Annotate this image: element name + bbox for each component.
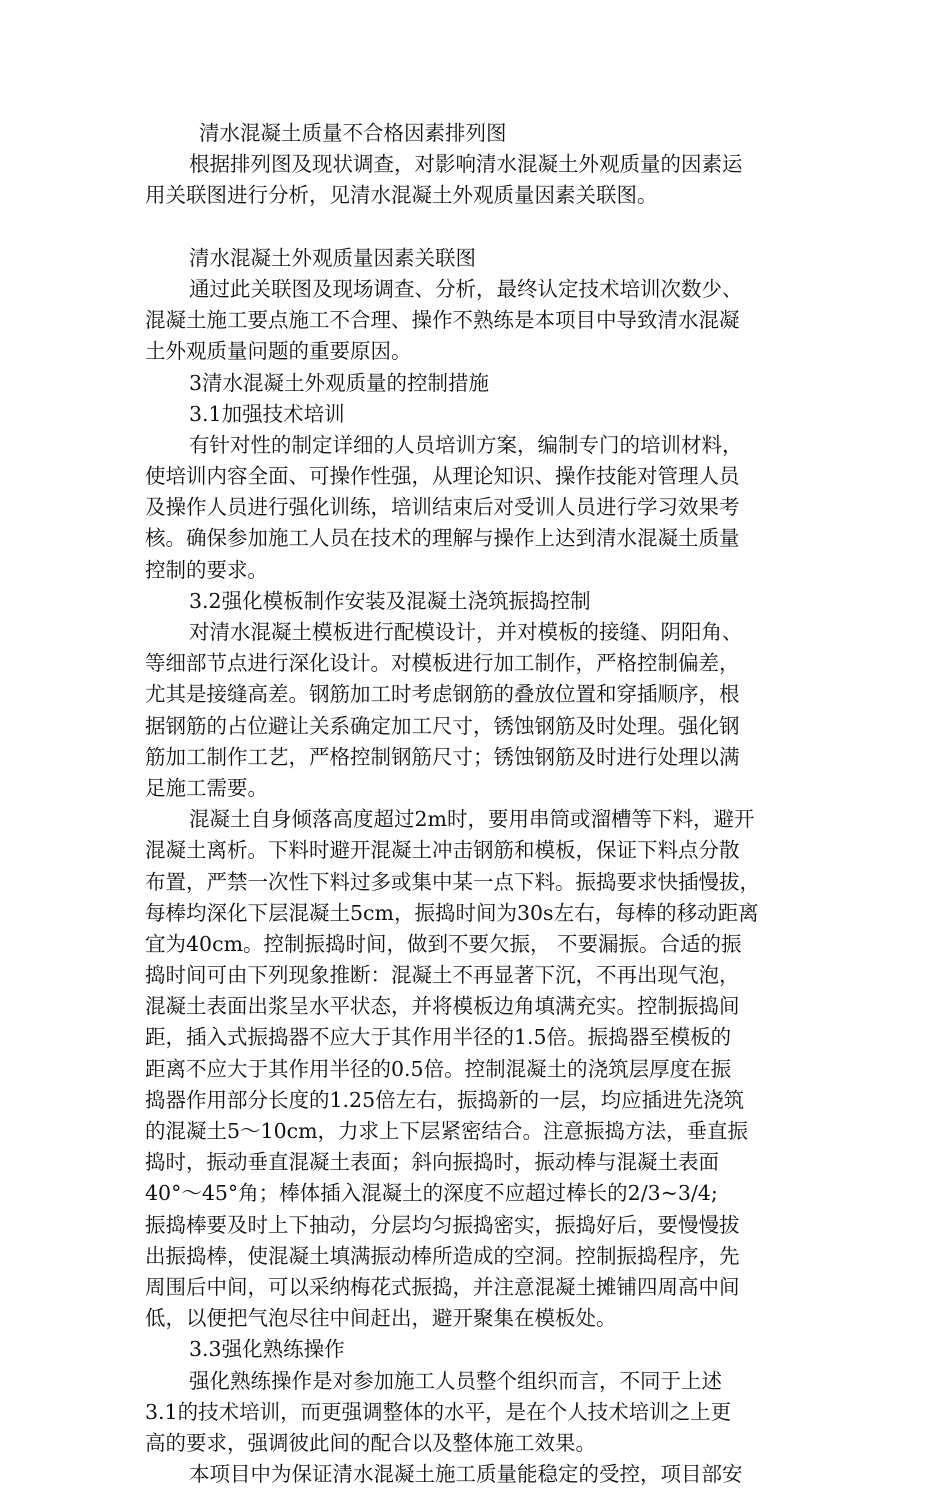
paragraph-vibration (145, 804, 805, 1334)
text-line: 的混凝土5～10cm，力求上下层紧密结合。注意振捣方法，垂直振 (145, 1119, 749, 1143)
text-line: 控制的要求。 (145, 557, 268, 582)
text-line: 筋加工制作工艺，严格控制钢筋尺寸；锈蚀钢筋及时进行处理以满 (145, 744, 740, 769)
text-line: 本项目中为保证清水混凝土施工质量能稳定的受控，项目部安 (189, 1462, 743, 1487)
text-line: 等细部节点进行深化设计。对模板进行加工制作，严格控制偏差， (145, 651, 740, 676)
document-page (145, 118, 805, 1490)
text-line: 捣时，振动垂直混凝土表面；斜向振捣时，振动棒与混凝土表面 (145, 1150, 719, 1175)
text-line: 距离不应大于其作用半径的0.5倍。控制混凝土的浇筑层厚度在振 (145, 1056, 732, 1081)
text-line: 40°～45°角；棒体插入混凝土的深度不应超过棒长的2/3~3/4; (145, 1181, 718, 1206)
figure-caption-pareto: 清水混凝土质量不合格因素排列图 (199, 121, 507, 145)
text-line: 土外观质量问题的重要原因。 (145, 339, 412, 364)
text-line: 足施工需要。 (145, 775, 268, 800)
section-heading-3-3: 3.3强化熟练操作 (189, 1337, 345, 1362)
text-line: 使培训内容全面、可操作性强，从理论知识、操作技能对管理人员 (145, 464, 740, 489)
text-line: 通过此关联图及现场调查、分析，最终认定技术培训次数少、 (189, 276, 743, 301)
text-line: 及操作人员进行强化训练，培训结束后对受训人员进行学习效果考 (145, 495, 740, 520)
text-line: 宜为40cm。控制振捣时间，做到不要欠振， 不要漏振。合适的振 (145, 931, 742, 956)
text-line: 有针对性的制定详细的人员培训方案，编制专门的培训材料， (189, 432, 743, 457)
text-line: 强化熟练操作是对参加施工人员整个组织而言，不同于上述 (189, 1368, 722, 1393)
text-line: 振捣棒要及时上下抽动，分层均匀振捣密实，振捣好后，要慢慢拔 (145, 1212, 740, 1237)
text-line: 用关联图进行分析，见清水混凝土外观质量因素关联图。 (145, 183, 658, 208)
text-line: 对清水混凝土模板进行配模设计，并对模板的接缝、阴阳角、 (189, 620, 743, 644)
section-heading-3-1: 3.1加强技术培训 (189, 401, 345, 426)
text-line: 混凝土表面出浆呈水平状态，并将模板边角填满充实。控制振捣间 (145, 994, 740, 1019)
text-line: 据钢筋的占位避让关系确定加工尺寸，锈蚀钢筋及时处理。强化钢 (145, 713, 740, 738)
paragraph-formwork (145, 617, 805, 804)
text-line: 出振捣棒，使混凝土填满振动棒所造成的空洞。控制振捣程序，先 (145, 1243, 740, 1268)
text-line: 混凝土离析。下料时避开混凝土冲击钢筋和模板，保证下料点分散 (145, 838, 740, 863)
blank-line (145, 212, 805, 243)
paragraph-training (145, 430, 805, 586)
paragraph-project (145, 1459, 805, 1490)
text-line: 核。确保参加施工人员在技术的理解与操作上达到清水混凝土质量 (145, 526, 740, 551)
text-line: 捣器作用部分长度的1.25倍左右，振捣新的一层，均应插进先浇筑 (145, 1087, 745, 1112)
text-line: 低，以便把气泡尽往中间赶出，避开聚集在模板处。 (145, 1306, 617, 1331)
text-line: 根据排列图及现状调查，对影响清水混凝土外观质量的因素运 (189, 152, 743, 177)
paragraph-conclusion (145, 274, 805, 368)
text-line: 周围后中间，可以采纳梅花式振捣，并注意混凝土摊铺四周高中间 (145, 1274, 740, 1299)
text-line: 捣时间可由下列现象推断：混凝土不再显著下沉，不再出现气泡， (145, 963, 740, 988)
paragraph-analysis (145, 149, 805, 211)
figure-caption-relation: 清水混凝土外观质量因素关联图 (189, 245, 476, 270)
section-heading-3: 3清水混凝土外观质量的控制措施 (189, 370, 490, 395)
section-heading-3-2: 3.2强化模板制作安装及混凝土浇筑振捣控制 (189, 588, 591, 613)
text-line: 混凝土自身倾落高度超过2m时，要用串筒或溜槽等下料，避开 (189, 807, 755, 832)
text-line: 3.1的技术培训，而更强调整体的水平，是在个人技术培训之上更 (145, 1399, 732, 1424)
text-line: 尤其是接缝高差。钢筋加工时考虑钢筋的叠放位置和穿插顺序，根 (145, 682, 740, 707)
text-line: 高的要求，强调彼此间的配合以及整体施工效果。 (145, 1430, 596, 1455)
text-line: 布置，严禁一次性下料过多或集中某一点下料。振捣要求快插慢拔， (145, 869, 760, 894)
paragraph-proficiency (145, 1366, 805, 1460)
text-line: 混凝土施工要点施工不合理、操作不熟练是本项目中导致清水混凝 (145, 308, 740, 333)
text-line: 距，插入式振捣器不应大于其作用半径的1.5倍。振捣器至模板的 (145, 1025, 732, 1050)
text-line: 每棒均深化下层混凝土5cm，振捣时间为30s左右，每棒的移动距离 (145, 900, 759, 925)
